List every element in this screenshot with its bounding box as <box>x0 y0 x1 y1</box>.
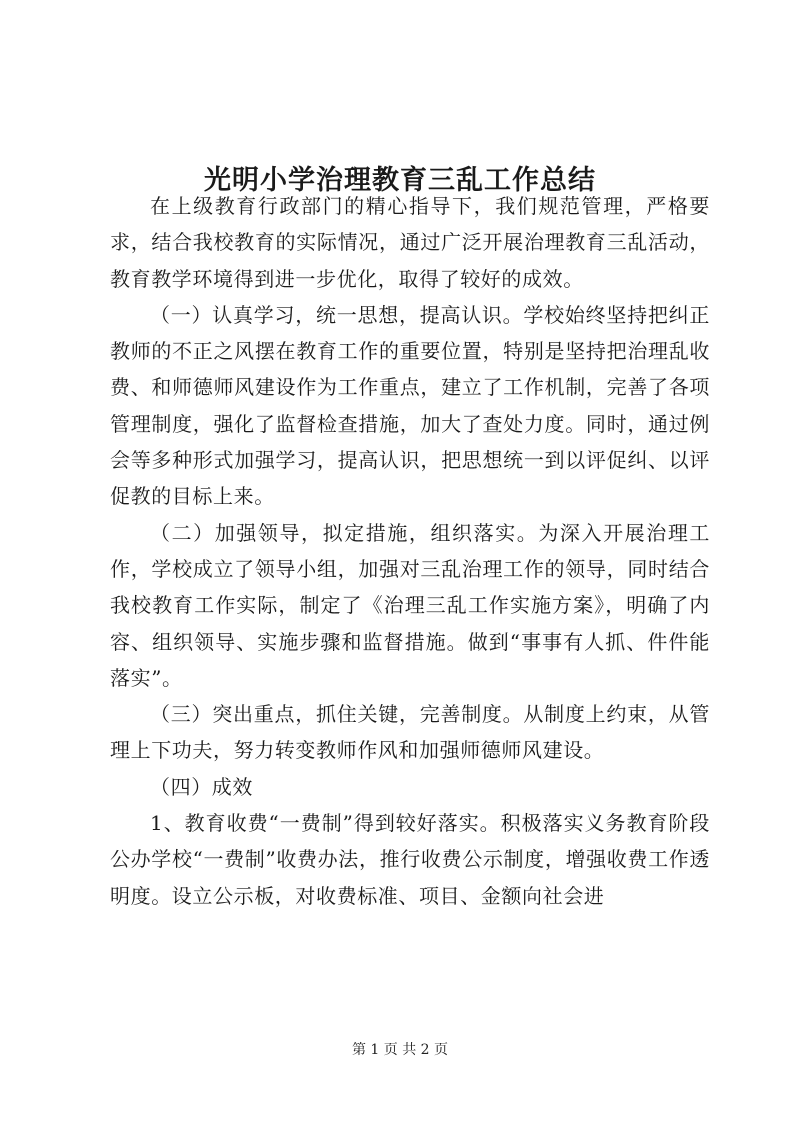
paragraph-section-2: （二）加强领导，拟定措施，组织落实。为深入开展治理工作，学校成立了领导小组，加强对三乱治理工作的领导，同时结合我校教育工作实际，制定了《治理三乱工作实施方案》，明确了内容、组织领导、实施步骤和监督措施。做到“事事有人抓、件件能落实”。 <box>110 520 710 690</box>
page-number-footer: 第 1 页 共 2 页 <box>351 1042 449 1058</box>
document-body <box>110 188 710 914</box>
paragraph-section-1: （一）认真学习，统一思想，提高认识。学校始终坚持把纠正教师的不正之风摆在教育工作的重要位置，特别是坚持把治理乱收费、和师德师风建设作为工作重点，建立了工作机制，完善了各项管理制度，强化了监督检查措施，加大了查处力度。同时，通过例会等多种形式加强学习，提高认识，把思想统一到以评促纠、以评促教的目标上来。 <box>110 302 710 509</box>
paragraph-section-3: （三）突出重点，抓住关键，完善制度。从制度上约束，从管理上下功夫，努力转变教师作风和加强师德师风建设。 <box>110 702 710 763</box>
paragraph-intro: 在上级教育行政部门的精心指导下，我们规范管理，严格要求，结合我校教育的实际情况，通过广泛开展治理教育三乱活动，教育教学环境得到进一步优化，取得了较好的成效。 <box>110 194 710 291</box>
paragraph-fee-policy: 1、教育收费“一费制”得到较好落实。积极落实义务教育阶段公办学校“一费制”收费办法，推行收费公示制度，增强收费工作透明度。设立公示板，对收费标准、项目、金额向社会进 <box>110 811 710 908</box>
paragraph-section-4-heading: （四）成效 <box>150 774 253 799</box>
document-title: 光明小学治理教育三乱工作总结 <box>204 165 596 197</box>
